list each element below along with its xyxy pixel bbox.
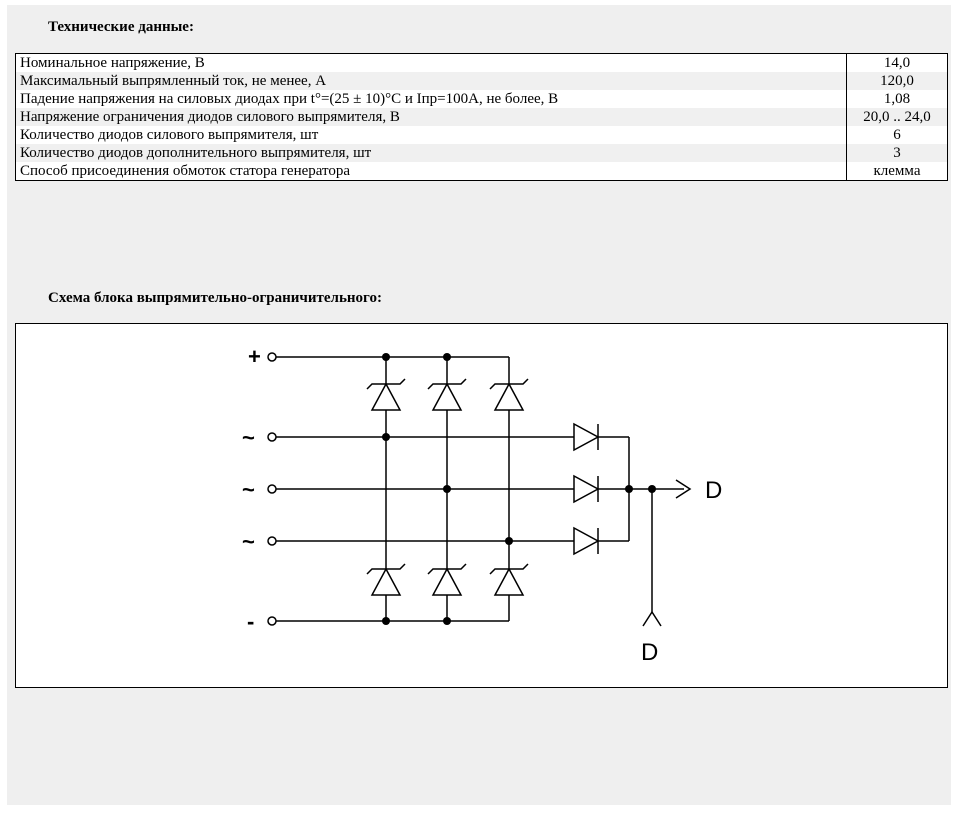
scheme-heading: Схема блока выпрямительно-ограничительного: [48,290,382,306]
param-cell: Напряжение ограничения диодов силового выпрямителя, В [16,108,847,126]
junction-dot [443,353,451,361]
zener-diode-lower-2 [428,564,466,595]
table-row [16,162,948,181]
zener-diode-upper-3 [490,379,528,410]
zener-diode-lower-1 [367,564,405,595]
param-cell: Способ присоединения обмоток статора генератора [20,163,351,179]
terminal-ac2 [268,485,276,493]
label-minus: - [247,609,255,634]
circuit-svg [16,324,947,687]
label-out-bottom: D [641,639,659,666]
output-arrow-bottom [643,612,661,626]
junction-dot [443,617,451,625]
aux-diode-1 [574,424,598,450]
junction-dot [382,353,390,361]
value-cell: 120,0 [847,72,948,90]
value-cell: 20,0 .. 24,0 [847,108,948,126]
junction-dot [382,617,390,625]
label-out-right: D [705,477,723,504]
specs-table [15,53,948,181]
terminal-ac3 [268,537,276,545]
terminal-ac1 [268,433,276,441]
table-row [16,72,948,90]
aux-diode-3 [574,528,598,554]
param-cell: Максимальный выпрямленный ток, не менее, А [16,72,847,90]
label-ac3: ~ [242,529,255,554]
junction-dot [505,537,513,545]
junction-dot [625,485,633,493]
value-cell: клемма [847,162,948,181]
value-cell: 6 [847,126,948,144]
table-row [16,144,948,162]
junction-dot [382,433,390,441]
label-plus: + [248,344,261,369]
tech-data-heading: Технические данные: [48,19,194,35]
aux-diode-2 [574,476,598,502]
value-cell: 14,0 [847,54,948,73]
zener-diode-upper-2 [428,379,466,410]
junction-dot [648,485,656,493]
param-cell: Количество диодов силового выпрямителя, шт [20,127,319,143]
table-row [16,126,948,144]
zener-diode-upper-1 [367,379,405,410]
value-cell: 1,08 [847,90,948,108]
param-cell: Количество диодов дополнительного выпрямителя, шт [16,144,847,162]
table-row [16,90,948,108]
terminal-plus [268,353,276,361]
table-row [16,108,948,126]
junction-dot [443,485,451,493]
label-ac2: ~ [242,477,255,502]
terminal-minus [268,617,276,625]
param-cell: Номинальное напряжение, В [20,55,205,71]
param-cell: Падение напряжения на силовых диодах при t°=(25 ± 10)°C и Iпр=100А, не более, В [20,91,559,107]
rectifier-diagram [15,323,948,688]
value-cell: 3 [847,144,948,162]
label-ac1: ~ [242,425,255,450]
zener-diode-lower-3 [490,564,528,595]
table-row [16,54,948,73]
